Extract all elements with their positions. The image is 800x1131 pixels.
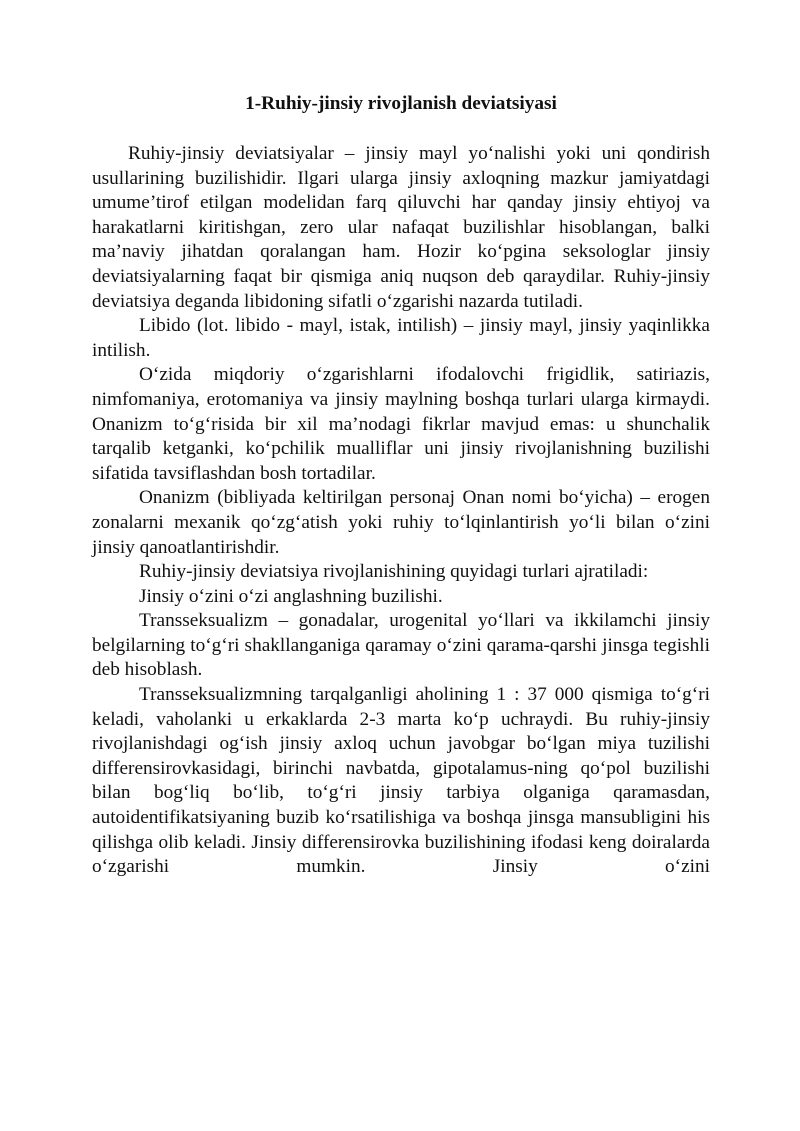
paragraph-transsexualism: Transseksualizm – gonadalar, urogenital yo‘llari va ikkilamchi jinsiy belgilarning to‘g‘ri shakllanganiga qaramay o‘zini qarama-qarshi jinsga tegishli deb hisoblash. — [92, 610, 710, 681]
document-title: 1-Ruhiy-jinsiy rivojlanish deviatsiyasi — [245, 93, 557, 114]
paragraph-prevalence: Transseksualizmning tarqalganligi aholining 1 : 37 000 qismiga to‘g‘ri keladi, vaholanki u erkaklarda 2-3 marta ko‘p uchraydi. Bu ruhiy-jinsiy rivojlanishdagi og‘ish jinsiy axloq uchun javobgar bo‘lgan miya tuzilishi differensirovkasidagi, birinchi navbatda, gipotalamus-ning qo‘pol buzilishi bilan bog‘liq bo‘lib, to‘g‘ri jinsiy tarbiya olganiga qaramasdan, autoidentifikatsiyaning buzib ko‘rsatilishiga va boshqa jinsga mansubligini his qilishga olib keladi. Jinsiy differensirovka buzilishining ifodasi keng doiralarda o‘zgarishi mumkin. Jinsiy o‘zini — [92, 684, 710, 878]
paragraph-self-awareness: Jinsiy o‘zini o‘zi anglashning buzilishi. — [139, 585, 443, 607]
paragraph-onanism: Onanizm (bibliyada keltirilgan personaj Onan nomi bo‘yicha) – erogen zonalarni mexanik qo‘zg‘atish yoki ruhiy to‘lqinlantirish yo‘li bilan o‘zini jinsiy qanoatlantirishdir. — [92, 487, 710, 558]
paragraph-quantitative-changes: O‘zida miqdoriy o‘zgarishlarni ifodalovchi frigidlik, satiriazis, nimfomaniya, erotomaniya va jinsiy maylning boshqa turlari ularga kirmaydi. Onanizm to‘g‘risida bir xil ma’nodagi fikrlar mavjud emas: u shunchalik tarqalib ketganki, ko‘pchilik mualliflar uni jinsiy rivojlanishning buzilishi sifatida tavsiflashdan bosh tortadilar. — [92, 364, 710, 484]
paragraph-definition: Ruhiy-jinsiy deviatsiyalar – jinsiy mayl yo‘nalishi yoki uni qondirish usullarining buzilishidir. Ilgari ularga jinsiy axloqning mazkur jamiyatdagi umume’tirof etilgan modelidan farq qiluvchi har qanday jinsiy ehtiyoj va harakatlarni kiritishgan, zero ular nafaqat buzilishlar hisoblangan, balki ma’naviy jihatdan qoralangan ham. Hozir ko‘pgina seksologlar jinsiy deviatsiyalarning faqat bir qismiga aniq nuqson deb qaraydilar. Ruhiy-jinsiy deviatsiya deganda libidoning sifatli o‘zgarishi nazarda tutiladi. — [92, 143, 710, 312]
document-page — [92, 92, 710, 880]
paragraph-libido: Libido (lot. libido - mayl, istak, intilish) – jinsiy mayl, jinsiy yaqinlikka intilish. — [92, 315, 710, 361]
paragraph-types-intro: Ruhiy-jinsiy deviatsiya rivojlanishining quyidagi turlari ajratiladi: — [139, 561, 649, 583]
